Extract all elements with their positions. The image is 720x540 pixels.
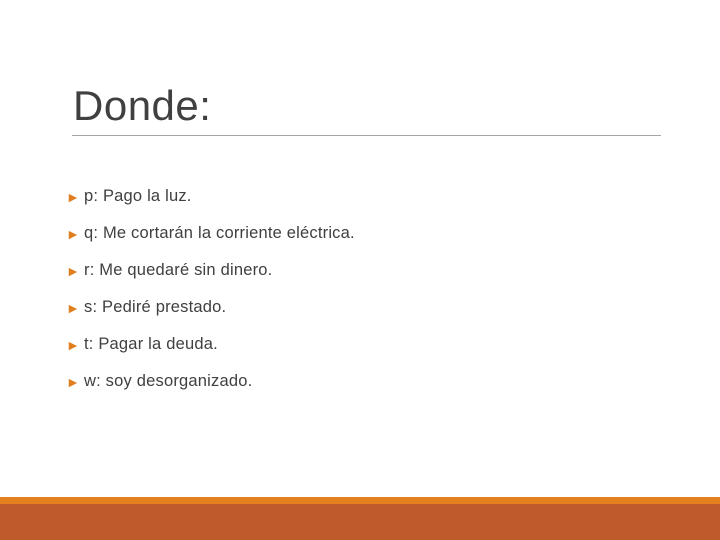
footer-bar: [0, 504, 720, 540]
bullet-text: w: soy desorganizado.: [84, 372, 253, 390]
bullet-item: [66, 363, 355, 400]
arrow-bullet-icon: ►: [66, 262, 80, 279]
arrow-bullet-icon: ►: [66, 373, 80, 390]
title-divider: [72, 135, 661, 136]
bullet-item: [66, 215, 355, 252]
bullet-item: [66, 178, 355, 215]
bullet-text: s: Pediré prestado.: [84, 298, 227, 316]
bullet-text: t: Pagar la deuda.: [84, 335, 218, 353]
slide-title: Donde:: [73, 82, 212, 129]
arrow-bullet-icon: ►: [66, 299, 80, 316]
bullet-item: [66, 252, 355, 289]
bullet-list: [66, 178, 355, 400]
arrow-bullet-icon: ►: [66, 225, 80, 242]
bullet-item: [66, 326, 355, 363]
bullet-item: [66, 289, 355, 326]
arrow-bullet-icon: ►: [66, 336, 80, 353]
bullet-text: p: Pago la luz.: [84, 187, 192, 205]
bullet-text: q: Me cortarán la corriente eléctrica.: [84, 224, 355, 242]
bullet-text: r: Me quedaré sin dinero.: [84, 261, 273, 279]
footer-accent-stripe: [0, 497, 720, 504]
arrow-bullet-icon: ►: [66, 188, 80, 205]
